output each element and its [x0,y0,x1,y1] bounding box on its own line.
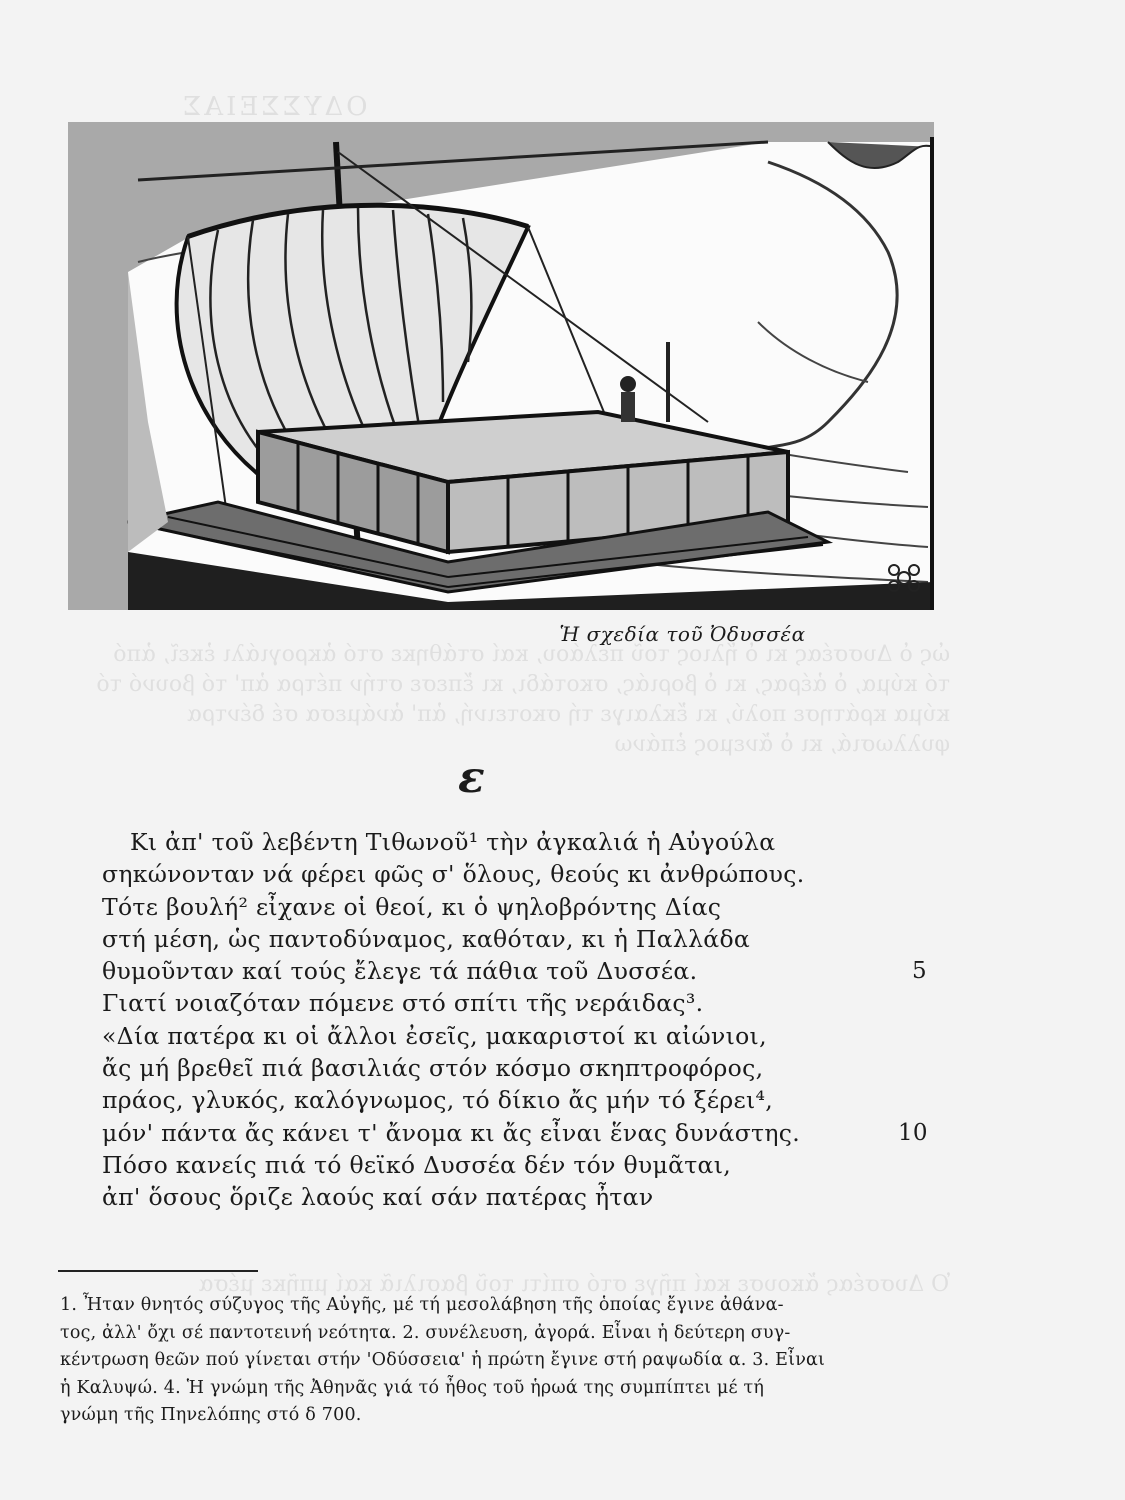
verse-line: στή μέση, ὡς παντοδύναμος, καθόταν, κι ἡ Παλλάδα [102,924,751,953]
footnote-line: γνώμη τῆς Πηνελόπης στό δ 700. [60,1405,362,1425]
book-letter-epsilon: ε [458,752,485,803]
verse-line: πράος, γλυκός, καλόγνωμος, τό δίκιο ἄς μήν τό ξέρει⁴, [102,1086,773,1115]
bleed-through-text: ὡς ὁ Δυσσέας κι ὁ ἥλιος τοῦ πελάου, καί στάθηκε στό ἀκρογιάλι ἐκεῖ, ἀπό τό κύμα, ὁ ἀέρας, κι ὁ βοριάς, σκοτάδι, κι ἔπεσε στήν πέτρα ἀπ' τό βουνό τό κύμα κράτησε πολύ, κι ἔκλαιγε τή σκοτεινή, ἀπ' ἀνάμεσα σέ δέντρα φυλλωσιά, κι ὁ ἄνεμος ἐπάνω [96,642,950,757]
verse-line: μόν' πάντα ἄς κάνει τ' ἄνομα κι ἄς εἶναι ἕνας δυνάστης. 10 [102,1118,928,1147]
verse-line: ἀπ' ὅσους ὅριζε λαούς καί σάν πατέρας ἦταν [102,1183,654,1212]
verse-line: «Δία πατέρα κι οἱ ἄλλοι ἐσεῖς, μακαριστοί κι αἰώνιοι, [102,1021,767,1050]
line-number: 10 [898,1119,928,1146]
verse-line: Γιατί νοιαζόταν πόμενε στό σπίτι τῆς νεράιδας³. [102,989,704,1018]
verse-line: σηκώνονταν νά φέρει φῶς σ' ὅλους, θεούς κι ἀνθρώπους. [102,860,805,889]
bleed-through-footer: Ὁ Δυσσέας ἄκουσε καί πῆγε στό σπίτι τοῦ βασιλιᾶ καί μπῆκε μέσα [198,1272,950,1297]
raft-illustration [68,122,934,610]
figure-caption: Ἡ σχεδία τοῦ Ὀδυσσέα [559,622,806,646]
verse-line: ἄς μή βρεθεῖ πιά βασιλιάς στόν κόσμο σκηπτροφόρος, [102,1054,764,1083]
verse-line: Κι ἀπ' τοῦ λεβέντη Τιθωνοῦ¹ τὴν ἀγκαλιά ἡ Αὐγούλα [130,828,776,856]
footnote-line: ἡ Καλυψώ. 4. Ἡ γνώμη τῆς Ἀθηνᾶς γιά τό ἦθος τοῦ ἡρωά της συμπίπτει μέ τή [60,1377,765,1398]
line-number: 5 [912,958,927,985]
footnote-line: 1. Ἦταν θνητός σύζυγος τῆς Αὐγῆς, μέ τή μεσολάβηση τῆς ὁποίας ἔγινε ἀθάνα- [60,1295,784,1315]
footnote-line: κέντρωση θεῶν πού γίνεται στήν 'Οδύσσεια' ἡ πρώτη ἔγινε στή ραψωδία α. 3. Εἶναι [60,1350,826,1370]
verse-block [102,826,962,1214]
verse-line: θυμοῦνταν καί τούς ἔλεγε τά πάθια τοῦ Δυσσέα. 5 [102,957,927,986]
verse-line: Τότε βουλή² εἶχανε οἱ θεοί, κι ὁ ψηλοβρόντης Δίας [102,892,722,921]
bleed-through-header: ΟΔΥΣΣΕΙΑΣ [180,92,368,122]
footnote-line: τος, ἀλλ' ὄχι σέ παντοτεινή νεότητα. 2. συνέλευση, ἀγορά. Εἶναι ἡ δεύτερη συγ- [60,1322,791,1343]
raft-drawing [68,122,934,610]
verse-line: Πόσο κανείς πιά τό θεϊκό Δυσσέα δέν τόν θυμᾶται, [102,1150,731,1179]
footnote-divider [58,1270,258,1272]
footnotes [60,1292,935,1430]
